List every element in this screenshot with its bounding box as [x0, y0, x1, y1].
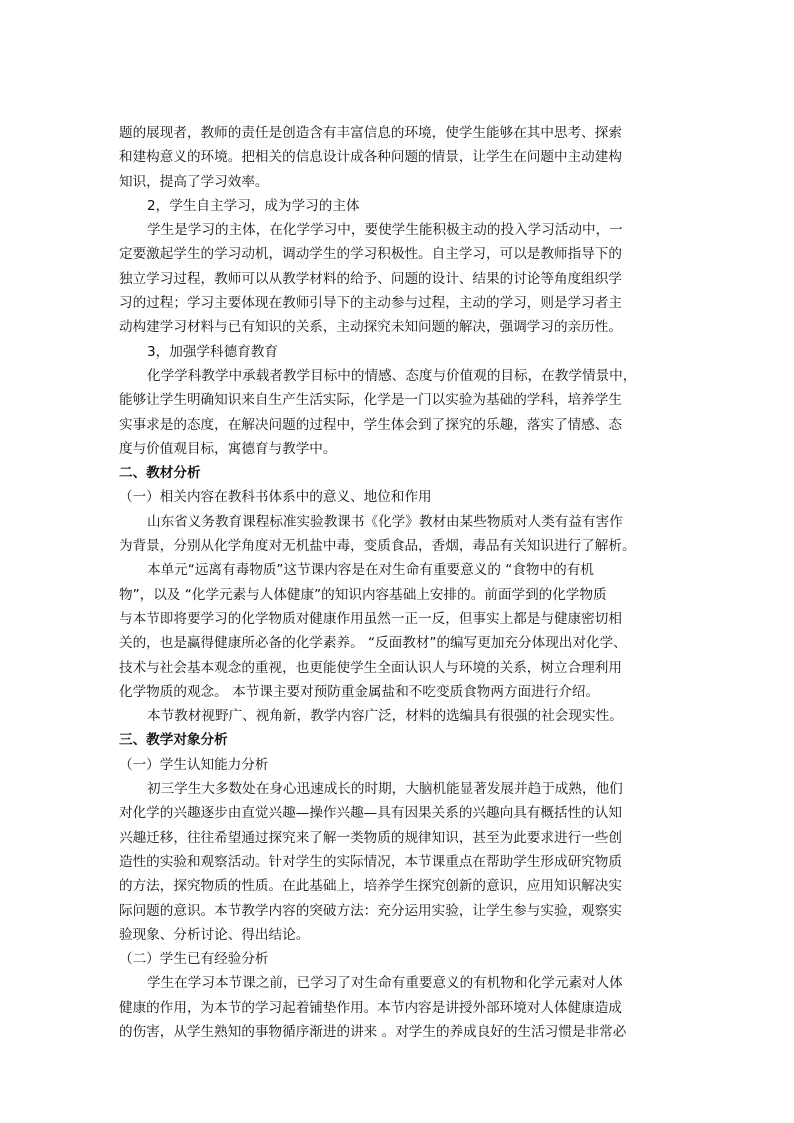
- subheading: 2，学生自主学习，成为学习的主体: [147, 197, 360, 214]
- text-line: 际问题的意识。本节教学内容的突破方法：充分运用实验，让学生参与实验，观察实: [119, 902, 622, 919]
- subsection-heading: （一）相关内容在教科书体系中的意义、地位和作用: [119, 489, 432, 506]
- paragraph-start: 学生是学习的主体，在化学学习中，要使学生能积极主动的投入学习活动中，一: [147, 222, 623, 239]
- subsection-heading: （二）学生已有经验分析: [119, 951, 269, 968]
- text-line: 关的，也是赢得健康所必备的化学素养。 “反面教材”的编写更加充分体现出对化学、: [119, 635, 627, 652]
- text-line: 与本节即将要学习的化学物质对健康作用虽然一正一反，但事实上都是与健康密切相: [119, 610, 622, 627]
- text-line: 的方法，探究物质的性质。在此基础上，培养学生探究创新的意识，应用知识解决实: [119, 878, 622, 895]
- paragraph-start: 本单元“远离有毒物质”这节课内容是在对生命有重要意义的 “食物中的有机: [147, 562, 594, 579]
- text-line: 化学物质的观念。 本节课主要对预防重金属盐和不吃变质食物两方面进行介绍。: [119, 683, 600, 700]
- text-line: 习的过程；学习主要体现在教师引导下的主动参与过程，主动的学习，则是学习者主: [119, 295, 622, 312]
- text-line: 健康的作用，为本节的学习起着铺垫作用。本节内容是讲授外部环境对人体健康造成: [119, 999, 622, 1016]
- section-heading: 二、教材分析: [119, 465, 201, 482]
- text-line: 动构建学习材料与已有知识的关系，主动探究未知问题的解决，强调学习的亲历性。: [119, 319, 622, 336]
- subheading: 3，加强学科德育教育: [147, 343, 278, 360]
- text-line: 定要激起学生的学习动机，调动学生的学习积极性。自主学习，可以是教师指导下的: [119, 246, 622, 263]
- section-heading: 三、教学对象分析: [119, 732, 228, 749]
- document-body: [119, 121, 681, 1044]
- text-line: 能够让学生明确知识来自生产生活实际，化学是一门以实验为基础的学科，培养学生: [119, 392, 622, 409]
- text-line: 度与价值观目标，寓德育与教学中。: [119, 440, 337, 457]
- text-line: 知识，提高了学习效率。: [119, 173, 269, 190]
- text-line: 兴趣迁移，往往希望通过探究来了解一类物质的规律知识，甚至为此要求进行一些创: [119, 829, 622, 846]
- paragraph-start: 本节教材视野广、视角新，教学内容广泛，材料的选编具有很强的社会现实性。: [147, 708, 623, 725]
- paragraph-start: 初三学生大多数处在身心迅速成长的时期，大脑机能显著发展并趋于成熟，他们: [147, 781, 623, 798]
- text-line: 对化学的兴趣逐步由直觉兴趣—操作兴趣—具有因果关系的兴趣向具有概括性的认知: [119, 805, 622, 822]
- text-line: 独立学习过程，教师可以从教学材料的给予、问题的设计、结果的讨论等角度组织学: [119, 270, 622, 287]
- text-line: 实事求是的态度，在解决问题的过程中，学生体会到了探究的乐趣，落实了情感、态: [119, 416, 622, 433]
- text-line: 物”，以及 “化学元素与人体健康”的知识内容基础上安排的。前面学到的化学物质: [119, 586, 607, 603]
- text-line: 题的展现者，教师的责任是创造含有丰富信息的环境，使学生能够在其中思考、探索: [119, 125, 622, 141]
- text-line: 技术与社会基本观念的重视，也更能使学生全面认识人与环境的关系，树立合理利用: [119, 659, 622, 676]
- text-line: 验现象、分析讨论、得出结论。: [119, 926, 310, 943]
- subsection-heading: （一）学生认知能力分析: [119, 756, 269, 773]
- text-line: 的伤害，从学生熟知的事物循序渐进的讲来 。对学生的养成良好的生活习惯是非常必: [119, 1023, 627, 1040]
- paragraph-start: 学生在学习本节课之前，已学习了对生命有重要意义的有机物和化学元素对人体: [147, 975, 623, 992]
- text-line: 造性的实验和观察活动。针对学生的实际情况，本节课重点在帮助学生形成研究物质: [119, 853, 622, 870]
- text-line: 和建构意义的环境。把相关的信息设计成各种问题的情景，让学生在问题中主动建构: [119, 149, 622, 166]
- text-line: 为背景，分别从化学角度对无机盐中毒，变质食品，香烟，毒品有关知识进行了解析。: [119, 538, 636, 555]
- paragraph-start: 山东省义务教育课程标准实验教课书《化学》教材由某些物质对人类有益有害作: [147, 513, 623, 530]
- paragraph-start: 化学学科教学中承载者教学目标中的情感、态度与价值观的目标，在教学情景中，: [147, 367, 637, 384]
